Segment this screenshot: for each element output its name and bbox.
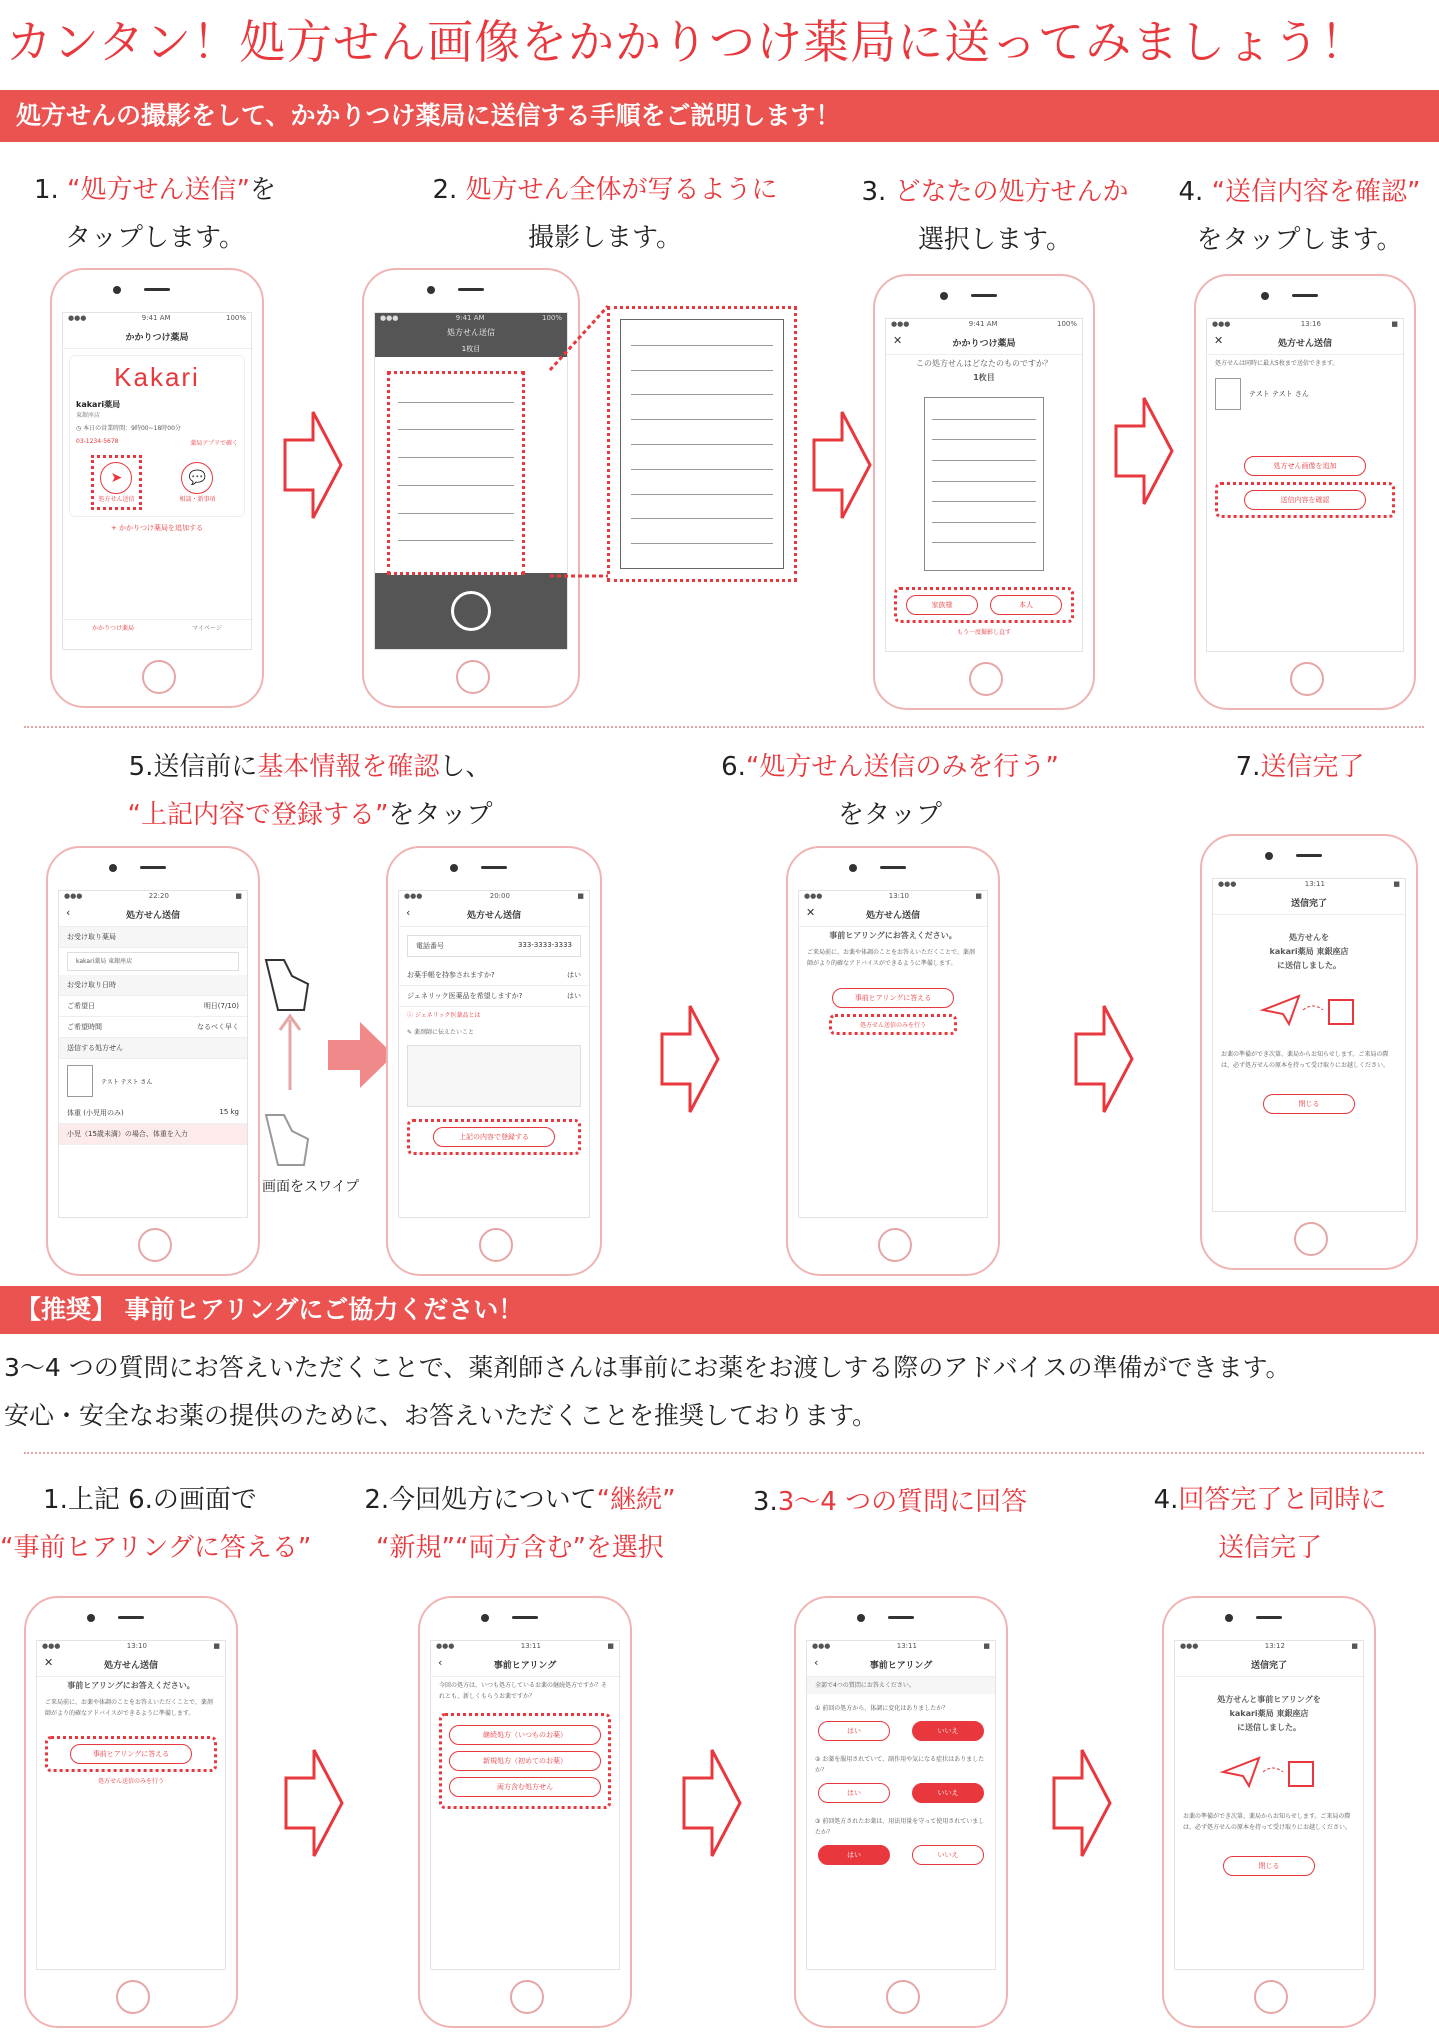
- phone-step1: ●●● 9:41 AM 100% かかりつけ薬局 Kakari kakari薬局 東銀座店 ◷ 本日の営業時間：9時00~18時00分 03-1234-5678 薬局アプリで確く ➤ 処方せん送信 💬 相談・新事項 + かかりつけ薬局を追加する かかりつけ薬局 マイページ: [50, 268, 264, 708]
- next-arrow: [283, 410, 343, 520]
- answer-no[interactable]: いいえ: [912, 1845, 984, 1865]
- next-arrow: [682, 1748, 742, 1858]
- hearing-step2-caption: 2.今回処方について“継続” “新規”“両方含む”を選択: [364, 1485, 676, 1563]
- phone-hearing4: ●●● 13:12 ■ 送信完了 処方せんと事前ヒアリングを kakari薬局 東銀座店 に送信しました。 お薬の準備ができ次第、薬局からお知らせします。ご来局の際は、必ず処方せんの原本を持って受け取りにお越しください。 閉じる: [1162, 1596, 1376, 2028]
- send-complete-icon: [1219, 1752, 1319, 1792]
- phone-step6: ●●● 13:10 ■ ✕ 処方せん送信 事前ヒアリングにお答えください。 ご来局前に、お薬や体調のことをお答えいただくことで、薬剤師がより的確なアドバイスができるように準備します。 事前ヒアリングに答える 処方せん送信のみを行う: [786, 846, 1000, 1276]
- kakari-logo: Kakari: [114, 362, 200, 392]
- page-title: カンタン！処方せん画像をかかりつけ薬局に送ってみましょう！: [6, 15, 1368, 69]
- phone-step4: ●●● 13:16 ■ ✕ 処方せん送信 処方せんは同時に最大5枚まで送信できます。 テスト テスト さん 処方せん画像を追加 送信内容を確認: [1194, 274, 1416, 710]
- phone-step2: ●●● 9:41 AM 100% 処方せん送信 1枚目: [362, 268, 580, 708]
- next-arrow: [284, 1748, 344, 1858]
- step6-caption: 6.“処方せん送信のみを行う” をタップ: [721, 752, 1059, 830]
- next-arrow: [660, 1004, 720, 1114]
- self-button[interactable]: 本人: [990, 595, 1062, 615]
- answer-yes[interactable]: はい: [818, 1721, 890, 1741]
- next-arrow: [1074, 1004, 1134, 1114]
- separator: [24, 726, 1424, 728]
- step1-caption: 1. “処方せん送信”を タップします。: [33, 175, 277, 253]
- step7-caption: 7.送信完了: [1235, 752, 1365, 782]
- send-prescription-button[interactable]: ➤ 処方せん送信: [91, 455, 141, 510]
- phone-step7: ●●● 13:11 ■ 送信完了 処方せんを kakari薬局 東銀座店 に送信しました。 お薬の準備ができ次第、薬局からお知らせします。ご来局の際は、必ず処方せんの原本を持って受け取りにお越しください。 閉じる: [1200, 834, 1418, 1270]
- close-button[interactable]: 閉じる: [1223, 1856, 1315, 1876]
- shutter-button[interactable]: [451, 591, 491, 631]
- hearing-step4-caption: 4.回答完了と同時に 送信完了: [1153, 1485, 1387, 1563]
- step5-caption: 5.送信前に基本情報を確認し、 “上記内容で登録する”をタップ: [127, 752, 493, 830]
- family-button[interactable]: 家族様: [906, 595, 978, 615]
- answer-yes[interactable]: はい: [818, 1845, 890, 1865]
- close-button[interactable]: 閉じる: [1263, 1094, 1355, 1114]
- section1-band: 処方せんの撮影をして、かかりつけ薬局に送信する手順をご説明します！: [0, 90, 1439, 142]
- new-option[interactable]: 新規処方（初めてのお薬）: [449, 1751, 601, 1771]
- continue-option[interactable]: 継続処方（いつものお薬）: [449, 1725, 601, 1745]
- answer-hearing-button[interactable]: 事前ヒアリングに答える: [70, 1744, 192, 1764]
- send-only-button[interactable]: 処方せん送信のみを行う: [859, 1022, 926, 1029]
- phone-hearing1: ●●● 13:10 ■ ✕ 処方せん送信 事前ヒアリングにお答えください。 ご来局前に、お薬や体調のことをお答えいただくことで、薬剤師がより的確なアドバイスができるように準備します。 事前ヒアリングに答える 処方せん送信のみを行う: [24, 1596, 238, 2028]
- phone-hearing2: ●●● 13:11 ■ ‹ 事前ヒアリング 今回の処方は、いつも処方しているお薬の継続処方ですか？それとも、新しくもらうお薬ですか？ 継続処方（いつものお薬） 新規処方（初めてのお薬） 両方含む処方せん: [418, 1596, 632, 2028]
- phone-step5b: ●●● 20:00 ■ ‹ 処方せん送信 電話番号 333-3333-3333 お薬手帳を持参されますか? はい ジェネリック医薬品を希望しますか? はい ⓘ ジェネリック医薬品とは ✎ 薬剤師に伝えたいこと 上記の内容で登録する: [386, 846, 602, 1276]
- zoom-guide: [540, 300, 612, 580]
- separator: [24, 1452, 1424, 1454]
- answer-no[interactable]: いいえ: [912, 1783, 984, 1803]
- answer-hearing-button[interactable]: 事前ヒアリングに答える: [832, 988, 954, 1008]
- swipe-gesture-icon: [256, 950, 328, 1180]
- hearing-step1-caption: 1.上記 6.の画面で “事前ヒアリングに答える”: [0, 1485, 312, 1563]
- prescription-zoom: [607, 306, 797, 582]
- register-button[interactable]: 上記の内容で登録する: [433, 1127, 555, 1147]
- next-arrow: [1114, 396, 1174, 506]
- paragraph-1: 3～4 つの質問にお答えいただくことで、薬剤師さんは事前にお薬をお渡しする際のアドバイスの準備ができます。: [4, 1353, 1291, 1382]
- chat-icon: 💬: [181, 462, 213, 494]
- add-image-button[interactable]: 処方せん画像を追加: [1244, 456, 1366, 476]
- prescription-image: [387, 371, 525, 575]
- paragraph-2: 安心・安全なお薬の提供のために、お答えいただくことを推奨しております。: [4, 1401, 878, 1430]
- swipe-label: 画面をスワイプ: [262, 1179, 360, 1195]
- answer-no[interactable]: いいえ: [912, 1721, 984, 1741]
- phone-step5a: ●●● 22:20 ■ ‹ 処方せん送信 お受け取り薬局 kakari薬局 東銀座店 お受け取り日時 ご希望日 明日(7/10) ご希望時間 なるべく早く 送信する処方せん テスト テスト さん 体重 (小児用のみ) 15 kg 小児（15歳未満）の場合、体重を入力: [46, 846, 260, 1276]
- phone-step3: ●●● 9:41 AM 100% ✕ かかりつけ薬局 この処方せんはどなたのものですか？ 1枚目 家族様 本人 もう一度撮影し直す: [873, 274, 1095, 710]
- next-arrow: [1052, 1748, 1112, 1858]
- step3-caption: 3. どなたの処方せんか 選択します。: [861, 177, 1129, 255]
- send-complete-icon: [1259, 990, 1359, 1030]
- step2-caption: 2. 処方せん全体が写るように 撮影します。: [432, 175, 778, 253]
- answer-yes[interactable]: はい: [818, 1783, 890, 1803]
- phone-hearing3: ●●● 13:11 ■ ‹ 事前ヒアリング 全部で4つの質問にお答えください。 ① 前回の処方から、体調に変化はありましたか？ はい いいえ ② お薬を服用されていて、副作用や気になる症状はありましたか？ はい いいえ ③ 前回処方されたお薬は、用法用量を守って使用されていましたか？ はい いいえ: [794, 1596, 1008, 2028]
- confirm-content-button[interactable]: 送信内容を確認: [1244, 490, 1366, 510]
- both-option[interactable]: 両方含む処方せん: [449, 1777, 601, 1797]
- section2-band: 【推奨】 事前ヒアリングにご協力ください！: [0, 1286, 1439, 1334]
- next-arrow: [812, 410, 872, 520]
- hearing-step3-caption: 3.3～4 つの質問に回答: [752, 1487, 1028, 1517]
- send-icon: ➤: [100, 462, 132, 494]
- step4-caption: 4. “送信内容を確認” をタップします。: [1178, 177, 1421, 255]
